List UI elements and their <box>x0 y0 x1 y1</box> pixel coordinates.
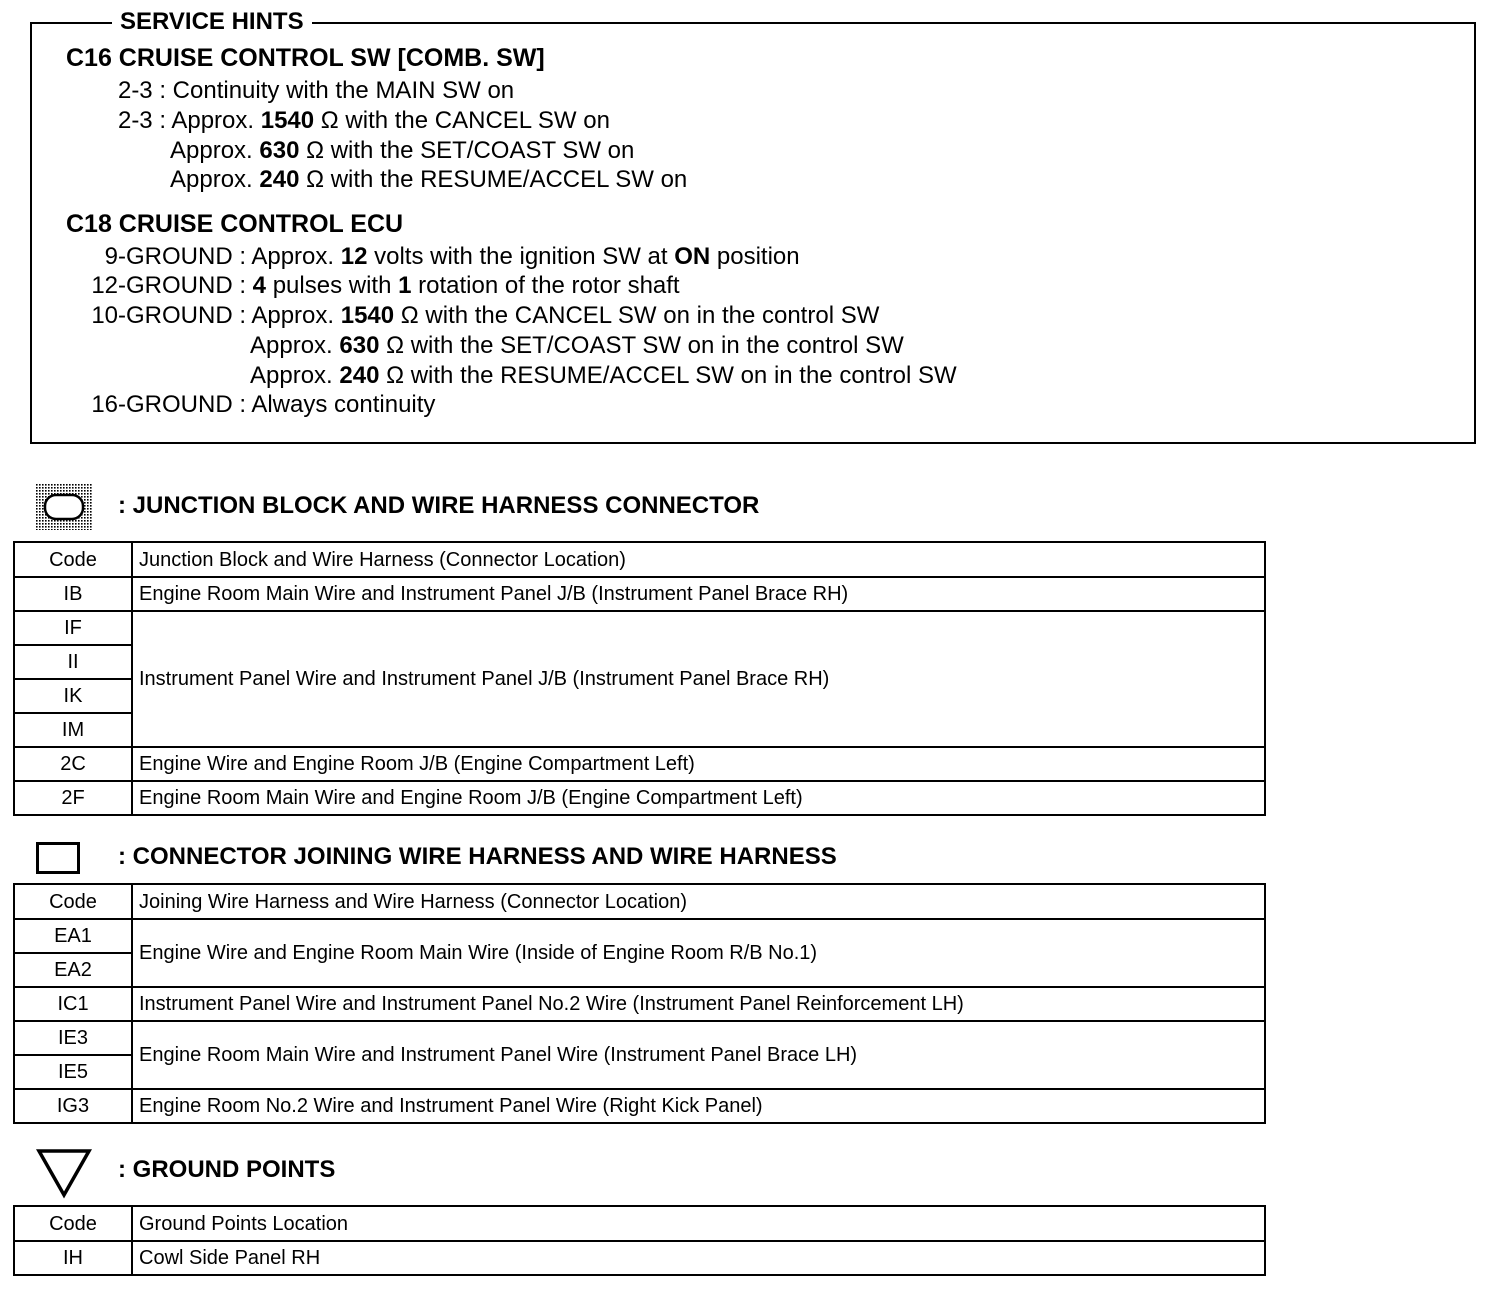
code-cell: 2C <box>14 747 132 781</box>
hint-line: 2-3 : Approx. 1540 Ω with the CANCEL SW on <box>117 107 610 134</box>
code-cell: EA1 <box>14 919 132 953</box>
table-row <box>14 747 1265 781</box>
table-row <box>14 1089 1265 1123</box>
code-cell: IB <box>14 577 132 611</box>
desc-cell: Engine Wire and Engine Room J/B (Engine Compartment Left) <box>132 747 1265 781</box>
hint-heading-c16: C16 CRUISE CONTROL SW [COMB. SW] <box>66 44 545 72</box>
desc-cell: Engine Room Main Wire and Instrument Panel J/B (Instrument Panel Brace RH) <box>132 577 1265 611</box>
junction-heading: : JUNCTION BLOCK AND WIRE HARNESS CONNECTOR <box>118 492 760 519</box>
hint-line: Approx. 630 Ω with the SET/COAST SW on in the control SW <box>250 332 904 359</box>
ground-table <box>13 1205 1266 1276</box>
code-cell: IF <box>14 611 132 645</box>
desc-cell: Cowl Side Panel RH <box>132 1241 1265 1275</box>
hint-heading-c18: C18 CRUISE CONTROL ECU <box>66 210 404 238</box>
desc-cell: Engine Room No.2 Wire and Instrument Panel Wire (Right Kick Panel) <box>132 1089 1265 1123</box>
table-row <box>14 611 1265 645</box>
joining-table <box>13 883 1266 1124</box>
junction-table <box>13 541 1266 816</box>
table-header-row <box>14 1206 1265 1241</box>
table-header-row <box>14 542 1265 577</box>
table-row <box>14 987 1265 1021</box>
code-cell: 2F <box>14 781 132 815</box>
hint-line: Approx. 240 Ω with the RESUME/ACCEL SW on <box>170 166 688 193</box>
desc-cell: Instrument Panel Wire and Instrument Panel No.2 Wire (Instrument Panel Reinforcement LH) <box>132 987 1265 1021</box>
shaded-rounded-rect-icon <box>36 484 92 530</box>
code-cell: IE3 <box>14 1021 132 1055</box>
code-cell: IH <box>14 1241 132 1275</box>
table-row <box>14 577 1265 611</box>
hint-line: Approx. 630 Ω with the SET/COAST SW on <box>170 137 635 164</box>
code-header: Code <box>14 1206 132 1241</box>
code-cell: IM <box>14 713 132 747</box>
code-header: Code <box>14 542 132 577</box>
rectangle-icon <box>36 842 80 874</box>
table-row <box>14 919 1265 953</box>
code-cell: EA2 <box>14 953 132 987</box>
desc-cell: Engine Room Main Wire and Instrument Panel Wire (Instrument Panel Brace LH) <box>132 1021 1265 1089</box>
ground-heading: : GROUND POINTS <box>118 1156 336 1183</box>
joining-heading: : CONNECTOR JOINING WIRE HARNESS AND WIRE HARNESS <box>118 843 837 870</box>
code-cell: II <box>14 645 132 679</box>
desc-cell: Engine Room Main Wire and Engine Room J/B (Engine Compartment Left) <box>132 781 1265 815</box>
table-header-row <box>14 884 1265 919</box>
desc-cell: Engine Wire and Engine Room Main Wire (Inside of Engine Room R/B No.1) <box>132 919 1265 987</box>
hint-line: 10-GROUND : Approx. 1540 Ω with the CANCEL SW on in the control SW <box>91 302 880 329</box>
desc-header: Junction Block and Wire Harness (Connector Location) <box>132 542 1265 577</box>
hint-line: 2-3 : Continuity with the MAIN SW on <box>117 77 515 104</box>
down-triangle-icon <box>36 1147 92 1199</box>
hint-line: 9-GROUND : Approx. 12 volts with the ignition SW at ON position <box>104 243 800 270</box>
desc-cell: Instrument Panel Wire and Instrument Panel J/B (Instrument Panel Brace RH) <box>132 611 1265 747</box>
hint-line: Approx. 240 Ω with the RESUME/ACCEL SW on in the control SW <box>250 362 957 389</box>
table-row <box>14 781 1265 815</box>
code-cell: IE5 <box>14 1055 132 1089</box>
hint-line: 12-GROUND : 4 pulses with 1 rotation of the rotor shaft <box>91 272 680 299</box>
table-row <box>14 1021 1265 1055</box>
service-hints-title: SERVICE HINTS <box>112 7 312 37</box>
code-header: Code <box>14 884 132 919</box>
desc-header: Ground Points Location <box>132 1206 1265 1241</box>
code-cell: IC1 <box>14 987 132 1021</box>
code-cell: IG3 <box>14 1089 132 1123</box>
table-row <box>14 1241 1265 1275</box>
code-cell: IK <box>14 679 132 713</box>
hint-line: 16-GROUND : Always continuity <box>91 391 436 418</box>
desc-header: Joining Wire Harness and Wire Harness (Connector Location) <box>132 884 1265 919</box>
